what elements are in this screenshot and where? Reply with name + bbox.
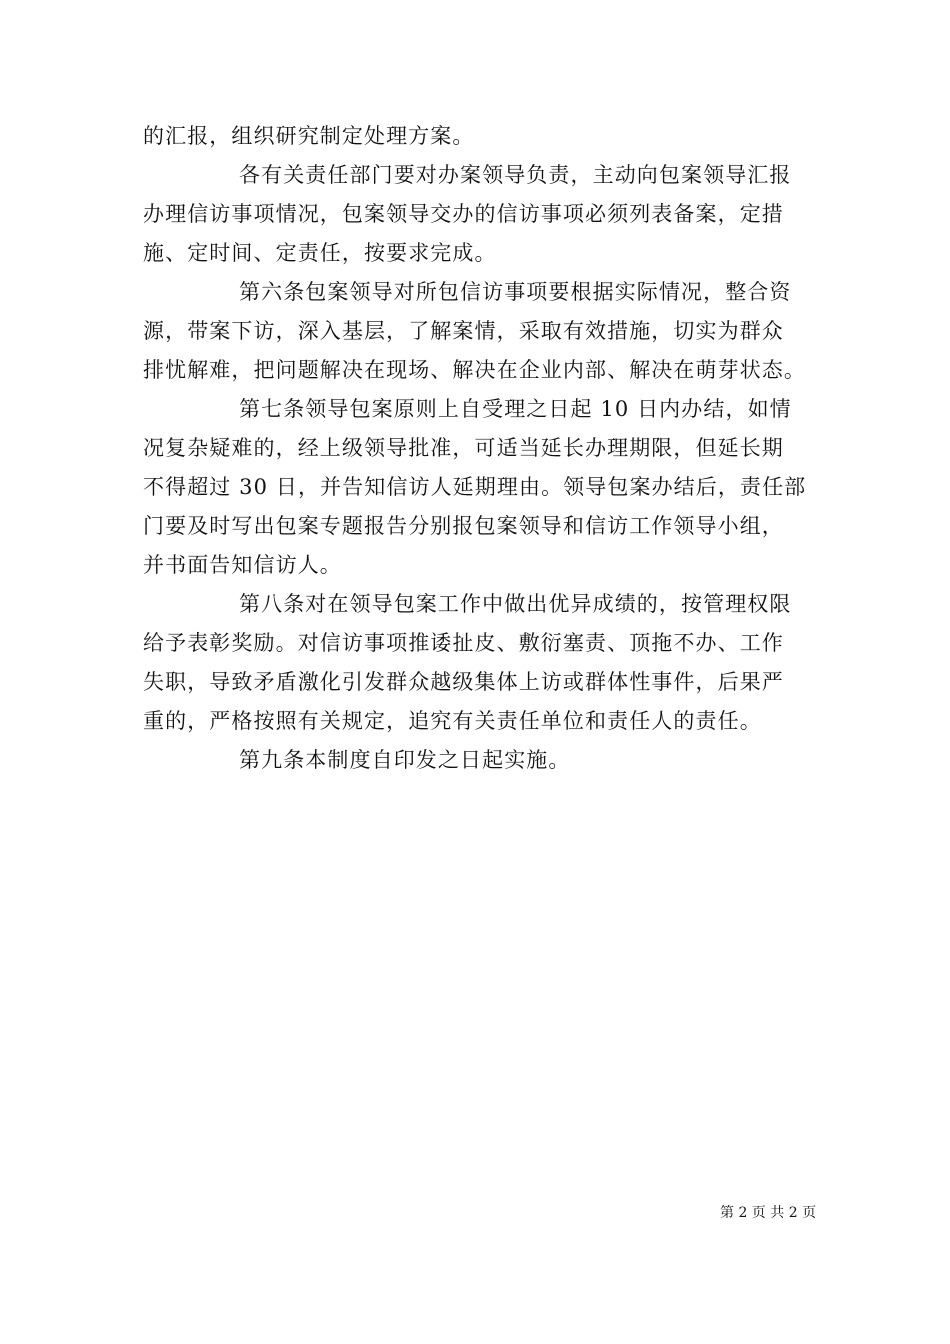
page-number-footer: 第 2 页 共 2 页 xyxy=(720,1205,817,1221)
text-line: 第九条本制度自印发之日起实施。 xyxy=(239,748,571,772)
text-line: 第七条领导包案原则上自受理之日起 10 日内办结，如情 xyxy=(239,397,792,421)
text-line: 不得超过 30 日，并告知信访人延期理由。领导包案办结后，责任部 xyxy=(143,475,807,499)
text-line: 排忧解难，把问题解决在现场、解决在企业内部、解决在萌芽状态。 xyxy=(143,358,806,382)
text-line: 施、定时间、定责任，按要求完成。 xyxy=(143,241,497,265)
text-line: 源，带案下访，深入基层，了解案情，采取有效措施，切实为群众 xyxy=(143,319,784,343)
text-line: 门要及时写出包案专题报告分别报包案领导和信访工作领导小组， xyxy=(143,514,784,538)
text-line: 失职，导致矛盾激化引发群众越级集体上访或群体性事件，后果严 xyxy=(143,670,784,694)
text-line: 第八条对在领导包案工作中做出优异成绩的，按管理权限 xyxy=(239,592,792,616)
text-line: 重的，严格按照有关规定，追究有关责任单位和责任人的责任。 xyxy=(143,709,762,733)
text-line: 第六条包案领导对所包信访事项要根据实际情况，整合资 xyxy=(239,280,792,304)
text-line: 的汇报，组织研究制定处理方案。 xyxy=(143,124,475,148)
document-body xyxy=(143,117,808,780)
text-line: 给予表彰奖励。对信访事项推诿扯皮、敷衍塞责、顶拖不办、工作 xyxy=(143,631,784,655)
text-line: 并书面告知信访人。 xyxy=(143,553,342,577)
text-line: 办理信访事项情况，包案领导交办的信访事项必须列表备案，定措 xyxy=(143,202,784,226)
text-line: 各有关责任部门要对办案领导负责，主动向包案领导汇报 xyxy=(239,163,792,187)
text-line: 况复杂疑难的，经上级领导批准，可适当延长办理期限，但延长期 xyxy=(143,436,784,460)
